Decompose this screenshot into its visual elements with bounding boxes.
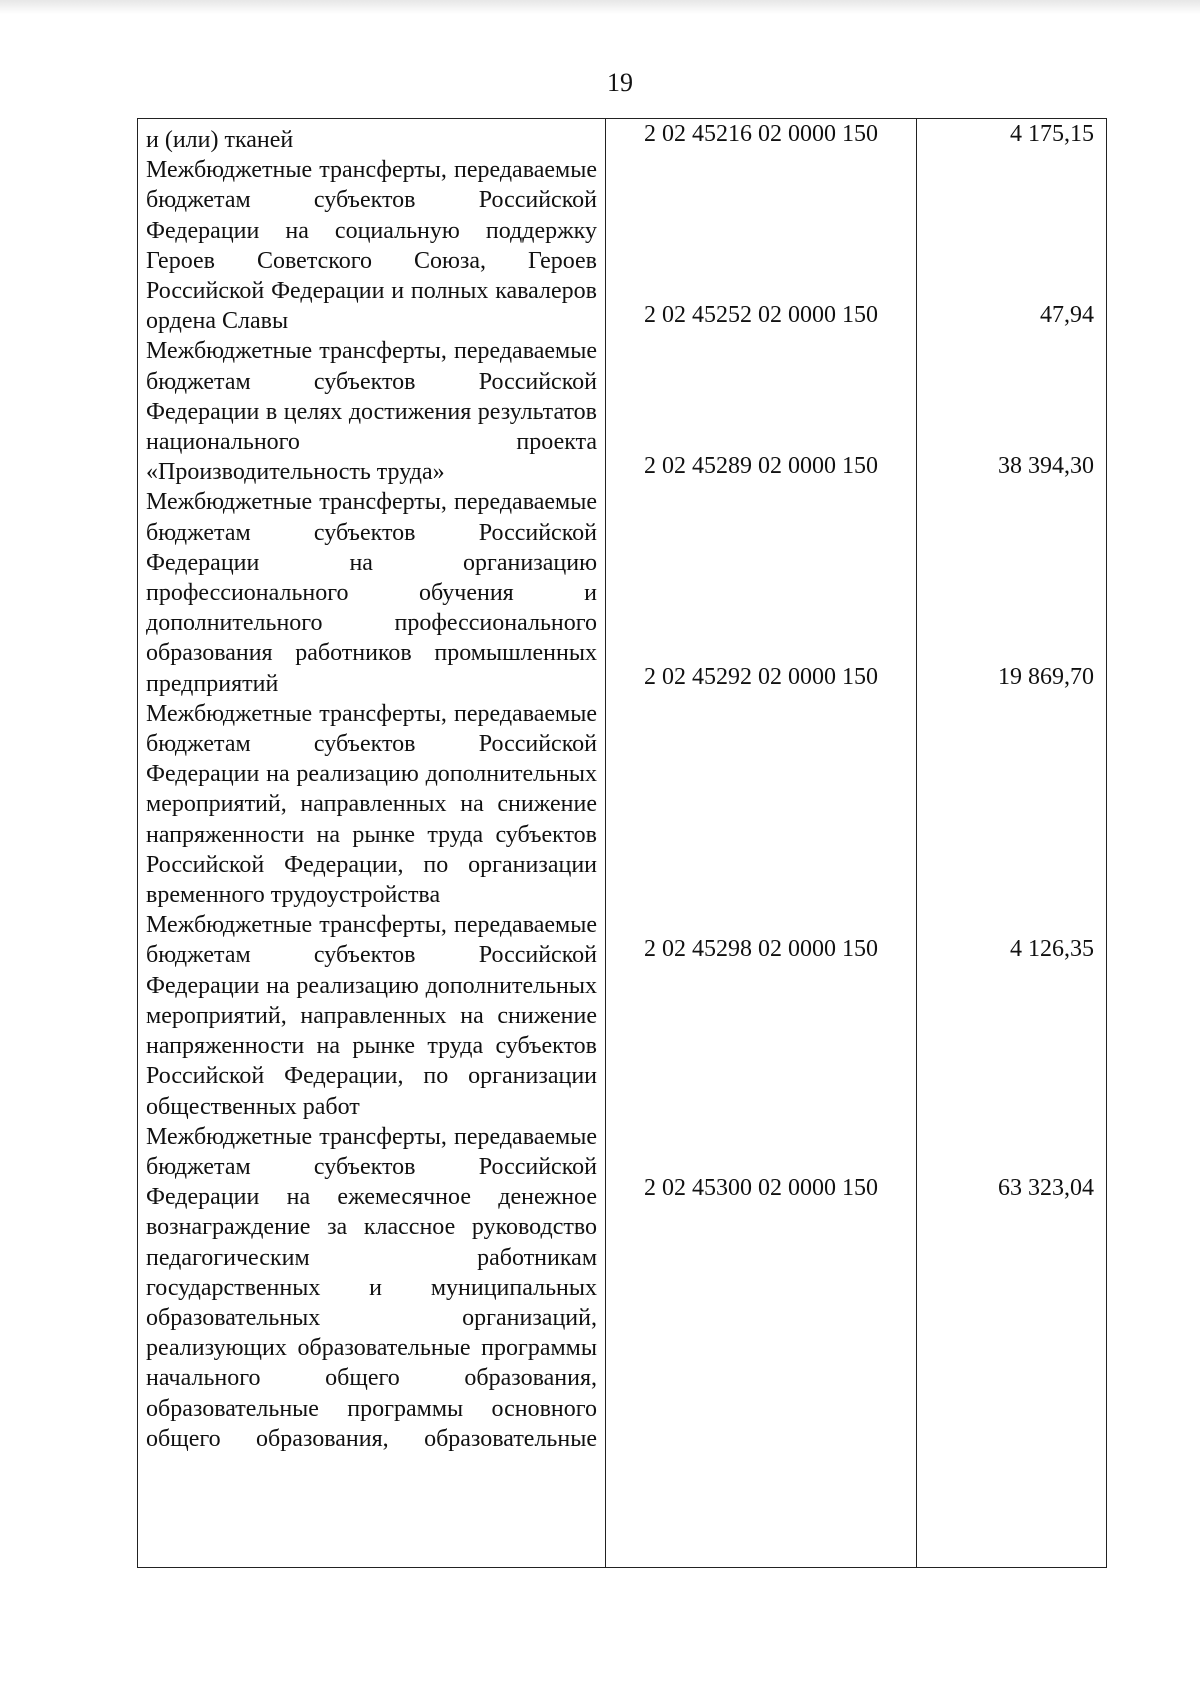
row-description: Межбюджетные трансферты, передаваемые бюджетам субъектов Российской Федерации на реализацию дополнительных мероприятий, направленных на снижение напряженности на рынке труда субъектов Российской Федерации, по организации общественных работ: [146, 912, 597, 1120]
row-code: 2 02 45300 02 0000 150: [644, 1175, 878, 1201]
scan-edge-shadow: [0, 0, 1200, 14]
row-amount: 4 175,15: [1010, 121, 1094, 147]
row-description: Межбюджетные трансферты, передаваемые бюджетам субъектов Российской Федерации в целях достижения результатов национального проекта «Производительность труда»: [146, 338, 597, 486]
row-code: 2 02 45298 02 0000 150: [644, 936, 878, 962]
amount-column: [917, 119, 1107, 1568]
row-code: 2 02 45216 02 0000 150: [644, 121, 878, 147]
row-description: Межбюджетные трансферты, передаваемые бюджетам субъектов Российской Федерации на социальную поддержку Героев Советского Союза, Героев Российской Федерации и полных кавалеров ордена Славы: [146, 157, 597, 335]
table-row: [138, 119, 1107, 1568]
budget-table: [137, 118, 1107, 1568]
row-amount: 47,94: [1040, 302, 1094, 328]
row-amount: 19 869,70: [998, 664, 1094, 690]
row-description: Межбюджетные трансферты, передаваемые бюджетам субъектов Российской Федерации на реализацию дополнительных мероприятий, направленных на снижение напряженности на рынке труда субъектов Российской Федерации, по организации временного трудоустройства: [146, 700, 597, 909]
row-description: и (или) тканей: [146, 127, 294, 153]
row-amount: 4 126,35: [1010, 936, 1094, 962]
row-description: Межбюджетные трансферты, передаваемые бюджетам субъектов Российской Федерации на ежемесячное денежное вознаграждение за классное руководство педагогическим работникам государственных и муниципальных образовательных организаций, реализующих образовательные программы начального общего образования, образовательные программы основного общего образования, образовательные: [146, 1123, 597, 1452]
row-amount: 63 323,04: [998, 1175, 1094, 1201]
page-number: 19: [607, 68, 633, 97]
row-code: 2 02 45252 02 0000 150: [644, 302, 878, 328]
row-amount: 38 394,30: [998, 453, 1094, 479]
row-code: 2 02 45292 02 0000 150: [644, 664, 878, 690]
description-column: [138, 119, 606, 1568]
code-column: [606, 119, 917, 1568]
row-description: Межбюджетные трансферты, передаваемые бюджетам субъектов Российской Федерации на организацию профессионального обучения и дополнительного профессионального образования работников промышленных предприятий: [146, 489, 597, 697]
row-code: 2 02 45289 02 0000 150: [644, 453, 878, 479]
